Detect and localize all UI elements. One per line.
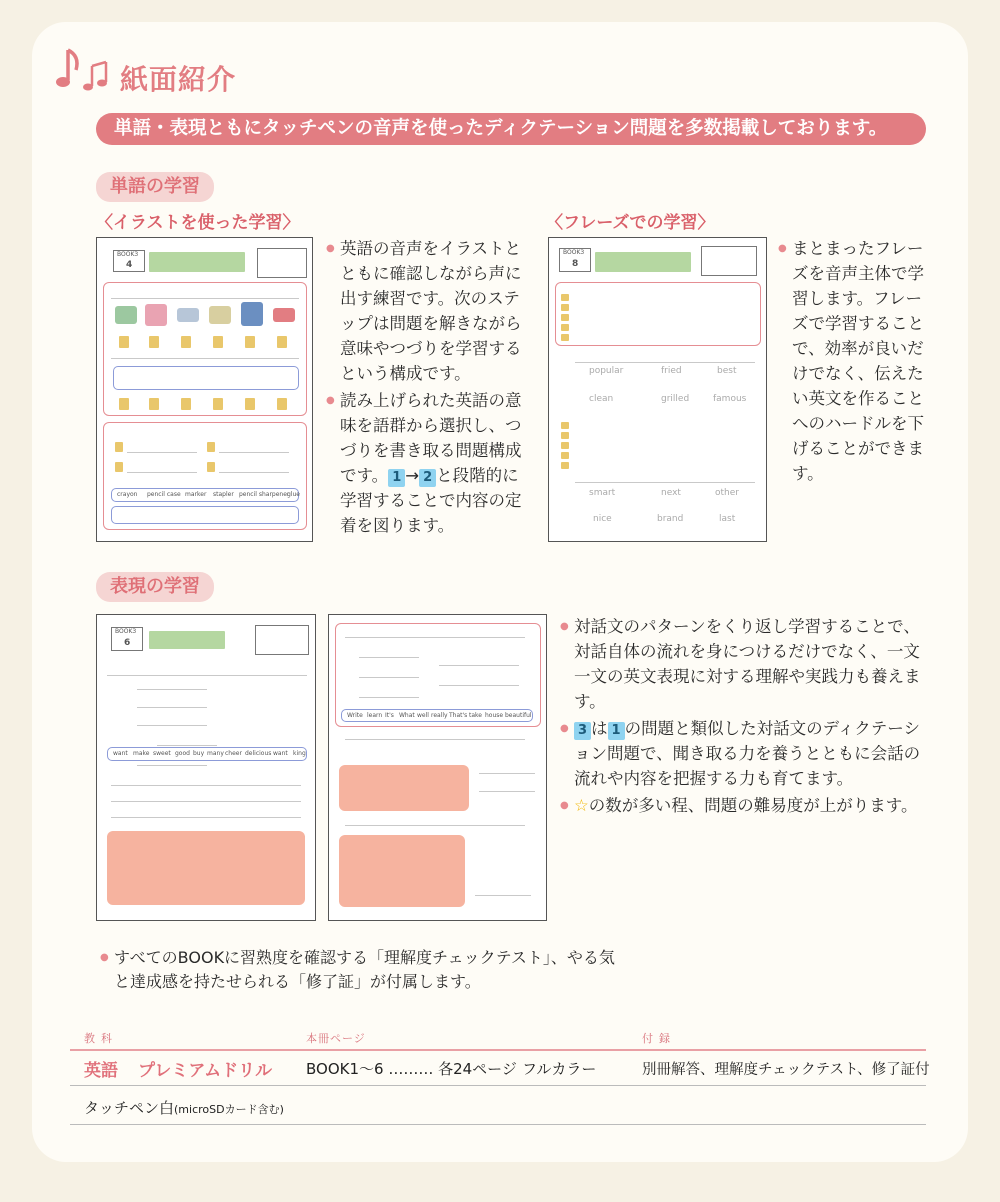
worksheet-thumbnail-illustration: BOOK3 4 crayon pencil case marker stapler pencil sharpener glue [96, 237, 313, 542]
expression-description [560, 614, 932, 820]
worksheet-thumbnail-expression-1: BOOK3 6 want make sweet good buy many cheer delicious want king [96, 614, 316, 921]
headline-banner: 単語・表現ともにタッチペンの音声を使ったディクテーション問題を多数掲載しております。 [96, 113, 926, 145]
star-icon: ☆ [574, 796, 589, 815]
step-1-badge: 1 [608, 722, 625, 740]
color-cell: フルカラー [522, 1060, 597, 1078]
table-header-subject: 教科 [84, 1032, 118, 1045]
subject-cell: 英語 [84, 1061, 118, 1081]
bullet-text: ● すべてのBOOKに習熟度を確認する「理解度チェックテスト」、やる気と達成感を持たせられる「修了証」が付属します。 [100, 946, 620, 994]
worksheet-thumbnail-phrase: BOOK3 8 popular fried best clean grilled famous smart next other nice brand last [548, 237, 767, 542]
bullet-text: ● まとまったフレーズを音声主体で学習します。フレーズで学習することで、効率が良いだけでなく、伝えたい英文を作ることへのハードルを下げることができます。 [778, 236, 928, 486]
vocab-right-description [778, 236, 928, 488]
bullet-text: ● ☆の数が多い程、問題の難易度が上がります。 [560, 793, 932, 818]
bullet-text: ● 対話文のパターンをくり返し学習することで、対話自体の流れを身につけるだけでなく、一文一文の英文表現に対する理解や実践力も養えます。 [560, 614, 932, 714]
table-divider [70, 1049, 926, 1051]
page-title: 紙面紹介 [120, 63, 237, 96]
music-notes-icon [54, 40, 114, 100]
pages-cell: BOOK1～6 ……… 各24ページ [306, 1060, 517, 1078]
bullet-text: ● 英語の音声をイラストとともに確認しながら声に出す練習です。次のステップは問題を解きながら意味やつづりを学習するという構成です。 [326, 236, 528, 386]
section-label-expression: 表現の学習 [96, 572, 214, 602]
product-name: プレミアムドリル [138, 1061, 273, 1081]
bullet-text: ● 3 は 1 の問題と類似した対話文のディクテーション問題で、聞き取る力を養うとともに会話の流れや内容を把握する力も育てます。 [560, 716, 932, 791]
step-2-badge: 2 [419, 469, 436, 487]
subtitle-phrase: 〈フレーズでの学習〉 [546, 213, 715, 233]
table-header-extras: 付録 [642, 1032, 676, 1045]
worksheet-thumbnail-expression-2: Write learn It's What well really That's take house beautiful [328, 614, 547, 921]
table-header-pages: 本冊ページ [306, 1032, 366, 1045]
vocab-left-description [326, 236, 528, 540]
table-divider [70, 1085, 926, 1086]
bullet-text: ● 読み上げられた英語の意味を語群から選択し、つづりを書き取る問題構成です。 1 → 2 と段階的に学習することで内容の定着を図ります。 [326, 388, 528, 538]
appendix-note [100, 946, 620, 996]
step-3-badge: 3 [574, 722, 591, 740]
subtitle-illustration: 〈イラストを使った学習〉 [96, 213, 300, 233]
step-1-badge: 1 [388, 469, 405, 487]
touch-pen-cell: タッチペン白(microSDカード含む) [84, 1099, 284, 1117]
extras-cell: 別冊解答、理解度チェックテスト、修了証付 [642, 1062, 930, 1078]
table-divider [70, 1124, 926, 1125]
section-label-vocab: 単語の学習 [96, 172, 214, 202]
